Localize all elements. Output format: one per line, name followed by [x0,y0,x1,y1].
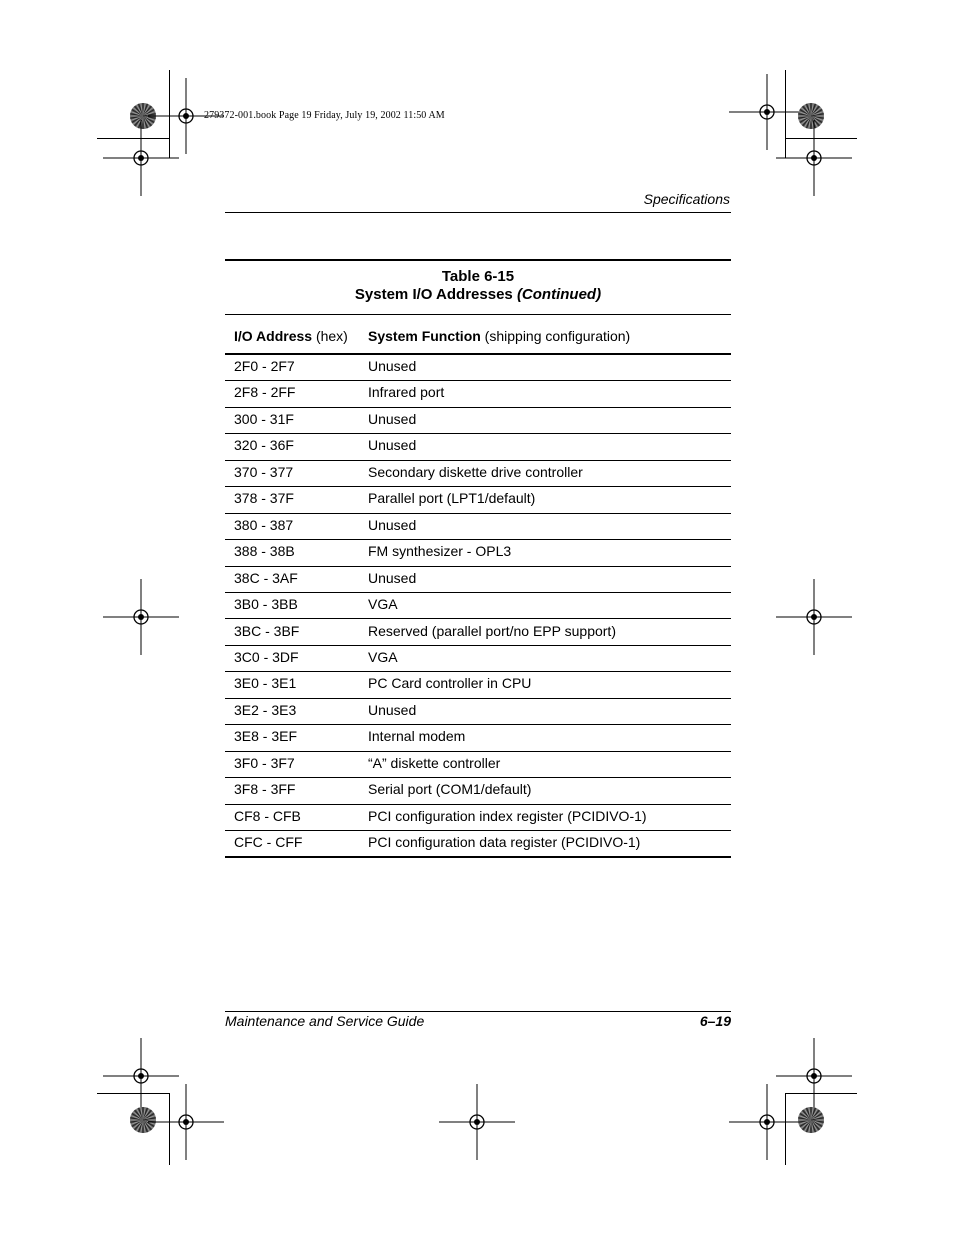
function-cell: PCI configuration data register (PCIDIVO-1) [368,834,641,851]
column-header-address: I/O Address (hex) [234,328,348,344]
function-cell: Reserved (parallel port/no EPP support) [368,622,616,639]
crop-line [785,138,857,139]
table-row [225,487,731,513]
registration-crosshair-icon [729,1084,805,1160]
page-number: 6–19 [699,1013,731,1029]
table-row [225,567,731,593]
registration-crosshair-icon [439,1084,515,1160]
function-cell: Internal modem [368,728,466,745]
address-cell: 300 - 31F [234,410,294,427]
crop-line [785,1093,786,1165]
table-row [225,540,731,566]
function-cell: FM synthesizer - OPL3 [368,543,512,560]
registration-crosshair-icon [776,579,852,655]
footer-rule [225,1011,731,1012]
address-cell: CFC - CFF [234,834,303,851]
table-row [225,778,731,804]
crop-line [785,1093,857,1094]
registration-crosshair-icon [103,120,179,196]
table-row [225,620,731,646]
function-cell: Unused [368,410,417,427]
function-cell: Serial port (COM1/default) [368,781,532,798]
table-row [225,699,731,725]
address-cell: 2F8 - 2FF [234,384,296,401]
table-row [225,831,731,856]
address-cell: CF8 - CFB [234,807,301,824]
function-cell: PCI configuration index register (PCIDIVO-1) [368,807,647,824]
function-cell: PC Card controller in CPU [368,675,532,692]
function-cell: VGA [368,596,398,613]
table-row [225,752,731,778]
table-row [225,593,731,619]
function-cell: Infrared port [368,384,445,401]
table-title-suffix: (Continued) [516,286,602,303]
address-cell: 3F8 - 3FF [234,781,296,798]
address-cell: 3B0 - 3BB [234,596,298,613]
table-row [225,646,731,672]
function-cell: “A” diskette controller [368,754,501,771]
footer-title: Maintenance and Service Guide [225,1013,425,1029]
crop-line [785,70,786,158]
crop-line [169,1093,170,1165]
address-cell: 3F0 - 3F7 [234,754,295,771]
registration-starburst-icon [796,1105,826,1135]
address-cell: 3C0 - 3DF [234,648,299,665]
function-cell: Unused [368,358,417,374]
address-cell: 3E2 - 3E3 [234,701,297,718]
running-header: Specifications [643,191,730,207]
registration-crosshair-icon [148,1084,224,1160]
table-row [225,381,731,407]
crop-line [169,70,170,158]
address-cell: 3E0 - 3E1 [234,675,297,692]
registration-crosshair-icon [776,120,852,196]
address-cell: 388 - 38B [234,543,295,560]
table-row [225,725,731,751]
address-cell: 380 - 387 [234,516,294,533]
table-row [225,514,731,540]
address-cell: 3BC - 3BF [234,622,300,639]
table-bottom-rule [225,856,731,858]
caption-rule [225,314,731,315]
address-cell: 378 - 37F [234,490,294,507]
address-cell: 3E8 - 3EF [234,728,298,745]
table-row [225,461,731,487]
table-row [225,672,731,698]
crop-line [97,1093,169,1094]
table-row [225,355,731,381]
column-header-function: System Function (shipping configuration) [368,328,631,344]
book-file-line: 279372-001.book Page 19 Friday, July 19, 2002 11:50 AM [204,110,445,121]
table-row [225,408,731,434]
address-cell: 370 - 377 [234,463,294,480]
function-cell: VGA [368,648,398,665]
function-cell: Unused [368,516,417,533]
table-number: Table 6-15 [441,268,515,285]
table-title-text: System I/O Addresses [354,286,513,303]
table-title [225,286,731,304]
table-top-rule [225,259,731,261]
function-cell: Secondary diskette drive controller [368,463,583,480]
address-cell: 38C - 3AF [234,569,298,586]
function-cell: Unused [368,437,417,454]
table-row [225,805,731,831]
function-cell: Parallel port (LPT1/default) [368,490,536,507]
crop-line [97,138,169,139]
registration-crosshair-icon [103,579,179,655]
address-cell: 320 - 36F [234,437,294,454]
function-cell: Unused [368,569,417,586]
function-cell: Unused [368,701,417,718]
table-row [225,434,731,460]
address-cell: 2F0 - 2F7 [234,358,295,374]
header-rule [225,212,731,213]
